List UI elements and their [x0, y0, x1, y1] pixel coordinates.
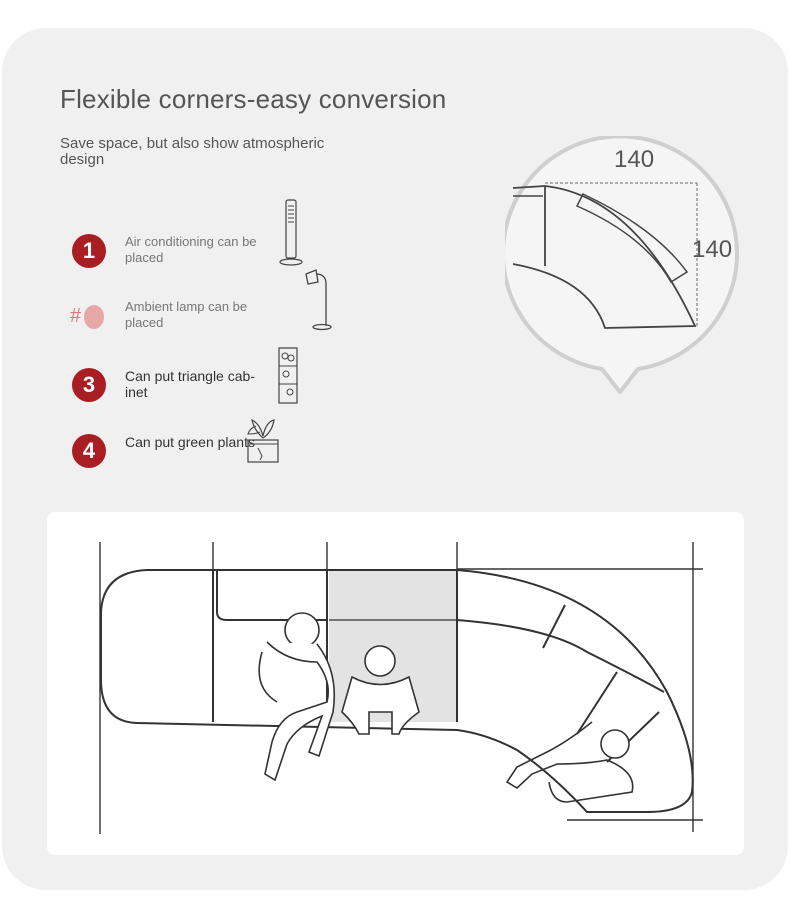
feature-label: Can put green plants — [125, 434, 255, 450]
sofa-floor-plan — [47, 512, 744, 855]
page-title: Flexible corners-easy conversion — [60, 84, 447, 114]
corner-detail-callout — [505, 136, 745, 398]
corner-depth-label: 140 — [692, 236, 733, 263]
potted-plant-icon — [244, 416, 282, 466]
floor-lamp-icon — [302, 268, 334, 332]
feature-number-badge: 3 — [72, 368, 106, 402]
feature-label: Can put triangle cab-inet — [125, 368, 255, 400]
feature-number-badge: # — [72, 299, 106, 333]
feature-ambient-lamp — [72, 297, 332, 337]
sofa-plan-drawing — [47, 512, 744, 855]
feature-number-badge: 4 — [72, 434, 106, 468]
feature-green-plants — [72, 432, 332, 472]
triangle-cabinet-icon — [276, 346, 302, 406]
feature-label: Air conditioning can be placed — [125, 234, 257, 265]
feature-number-badge: 1 — [72, 234, 106, 268]
tower-fan-icon — [278, 198, 304, 268]
feature-label: Ambient lamp can be placed — [125, 299, 248, 330]
corner-width-label: 140 — [614, 146, 655, 173]
page-subtitle: Save space, but also show atmospheric design — [60, 135, 325, 168]
